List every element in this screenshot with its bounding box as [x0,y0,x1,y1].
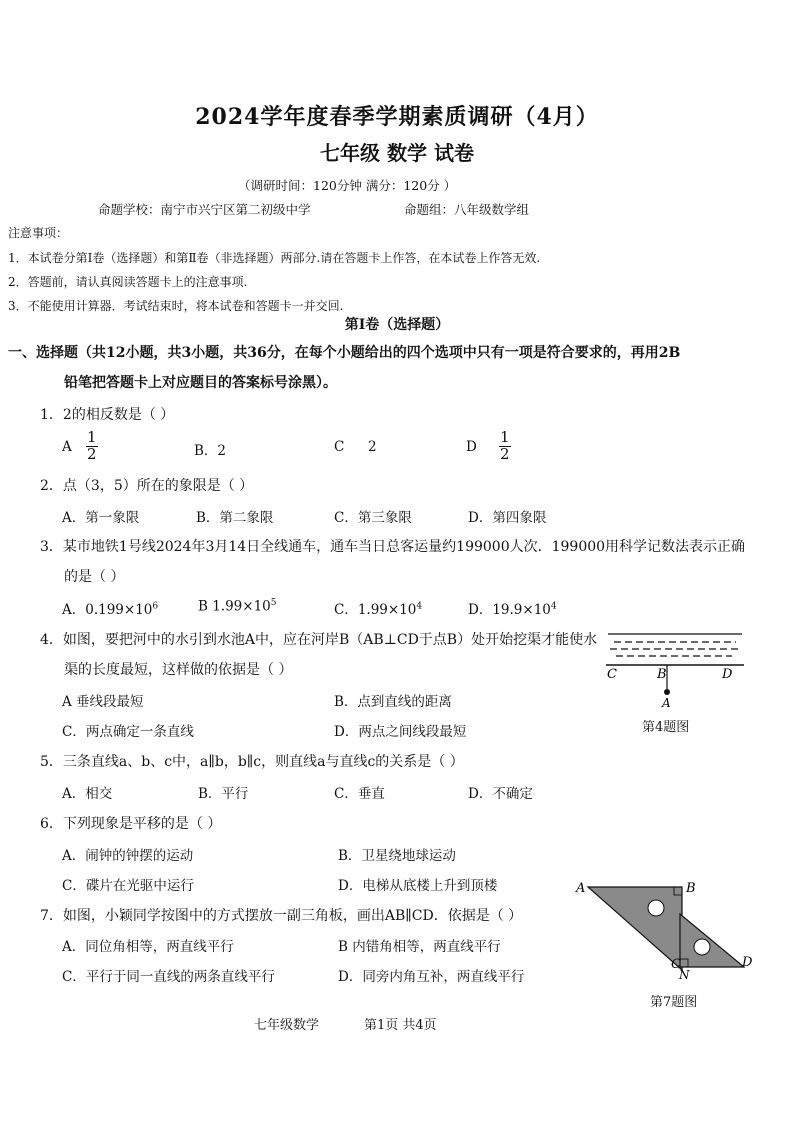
exam-subtitle: 七年级 数学 试卷 [320,141,474,165]
q1-d-denominator: 2 [500,444,510,463]
exam-school: 命题学校：南宁市兴宁区第二初级中学 [98,202,311,217]
q7-triangle-upper-hole [648,900,664,916]
exam-title: 2024学年度春季学期素质调研（4月） [195,104,599,130]
q7-option-a: A．同位角相等，两直线平行 [62,939,234,955]
q7-option-c: C．平行于同一直线的两条直线平行 [62,969,275,985]
q7-figure-caption: 第7题图 [650,995,698,1010]
note-item: 3．不能使用计算器．考试结束时，将本试卷和答题卡一并交回. [8,299,344,313]
q4-option-b: B．点到直线的距离 [334,694,452,710]
q3-option-c [334,598,422,618]
q1-option-a-label: A [62,439,72,455]
section-title: 第Ⅰ卷（选择题） [344,317,450,333]
q3-c-base: C．1.99×10 [334,602,417,618]
q7-triangle-upper [588,887,682,970]
note-item: 1．本试卷分第Ⅰ卷（选择题）和第Ⅱ卷（非选择题）两部分.请在答题卡上作答，在本试卷上作答无效. [8,251,541,265]
q4-label-c: C [607,667,617,682]
q7-label-b: B [686,881,696,896]
q3-a-base: A．0.199×10 [62,602,153,618]
q4-option-a: A 垂线段最短 [62,694,144,710]
q1-option-a-fraction [86,430,98,463]
q6-option-a: A．闹钟的钟摆的运动 [62,848,194,864]
q4-water-lines [610,642,740,656]
q5-option-c: C．垂直 [334,786,385,802]
question-5-stem: 5．三条直线a、b、c中，a∥b，b∥c，则直线a与直线c的关系是（ ） [40,754,464,770]
q1-option-d-fraction [499,430,511,463]
question-7-stem: 7．如图，小颖同学按图中的方式摆放一副三角板，画出AB∥CD．依据是（ ） [40,908,523,924]
exam-time-info: （调研时间：120分钟 满分：120分 ） [238,178,457,193]
q1-a-denominator: 2 [87,444,97,463]
q7-triangle-lower-hole [694,939,710,955]
question-6-stem: 6．下列现象是平移的是（ ） [40,816,222,832]
q6-option-c: C．碟片在光驱中运行 [62,878,194,894]
part-heading-line2: 铅笔把答题卡上对应题目的答案标号涂黑）。 [64,375,337,391]
q3-a-exponent: 6 [152,601,159,612]
q3-option-b [198,598,277,615]
q3-d-exponent: 4 [550,601,557,612]
question-3-stem: 3．某市地铁1号线2024年3月14日全线通车，通车当日总客运量约199000人次．199000用科学记数法表示正确 [40,539,746,555]
q4-figure-caption: 第4题图 [642,720,690,735]
q4-option-c: C．两点确定一条直线 [62,724,194,740]
q2-option-a: A．第一象限 [62,510,140,526]
q1-option-d-label: D [466,439,477,455]
q4-option-d: D．两点之间线段最短 [334,724,467,740]
q1-option-c-label: C [334,439,345,455]
notes-heading: 注意事项： [8,226,69,240]
q3-c-exponent: 4 [416,601,423,612]
q5-option-b: B．平行 [198,786,249,802]
q1-option-b: B．2 [194,443,227,459]
q6-option-d: D．电梯从底楼上升到顶楼 [338,878,498,894]
question-4-stem-cont: 渠的长度最短，这样做的依据是（ ） [64,662,293,678]
q2-option-c: C．第三象限 [334,510,412,526]
q7-triangle-lower [680,914,744,967]
q4-label-b: B [657,667,667,682]
q5-option-a: A．相交 [62,786,113,802]
q7-label-d: D [742,955,753,970]
part-heading-line1: 一、选择题（共12小题，共3小题，共36分，在每个小题给出的四个选项中只有一项是符合要求的，再用2B [8,345,681,361]
q7-label-c: C [671,957,681,972]
q4-figure [600,628,750,708]
q3-b-base: B 1.99×10 [198,598,271,615]
exam-group: 命题组：八年级数学组 [404,202,530,217]
q3-option-a [62,598,158,618]
question-3-stem-cont: 的是（ ） [64,569,125,585]
q2-option-b: B．第二象限 [196,510,274,526]
q1-option-c-value: 2 [368,439,377,455]
q3-b-exponent: 5 [270,598,277,608]
q4-label-a: A [662,696,671,708]
q7-label-n: N [679,968,690,982]
note-item: 2．答题前，请认真阅读答题卡上的注意事项. [8,275,248,289]
q3-option-d [468,598,557,618]
q7-option-d: D．同旁内角互补，两直线平行 [338,969,525,985]
question-4-stem: 4．如图，要把河中的水引到水池A中，应在河岸B（AB⊥CD于点B）处开始挖渠才能使水 [40,632,598,648]
q5-option-d: D．不确定 [468,786,533,802]
q1-a-numerator: 1 [87,428,97,446]
q4-label-d: D [722,667,733,682]
q1-d-numerator: 1 [500,428,510,446]
q6-option-b: B．卫星绕地球运动 [338,848,456,864]
q2-option-d: D．第四象限 [468,510,547,526]
q7-figure [568,874,758,982]
q7-option-b: B 内错角相等，两直线平行 [338,939,501,955]
question-2-stem: 2．点（3，5）所在的象限是（ ） [40,478,254,494]
q4-point-a [664,689,670,695]
question-1-stem: 1．2的相反数是（ ） [40,407,175,423]
q3-d-base: D．19.9×10 [468,602,551,618]
footer-page-number: 第1页 共4页 [364,1018,437,1033]
footer-subject: 七年级数学 [254,1018,320,1033]
q7-label-a: A [576,881,586,896]
